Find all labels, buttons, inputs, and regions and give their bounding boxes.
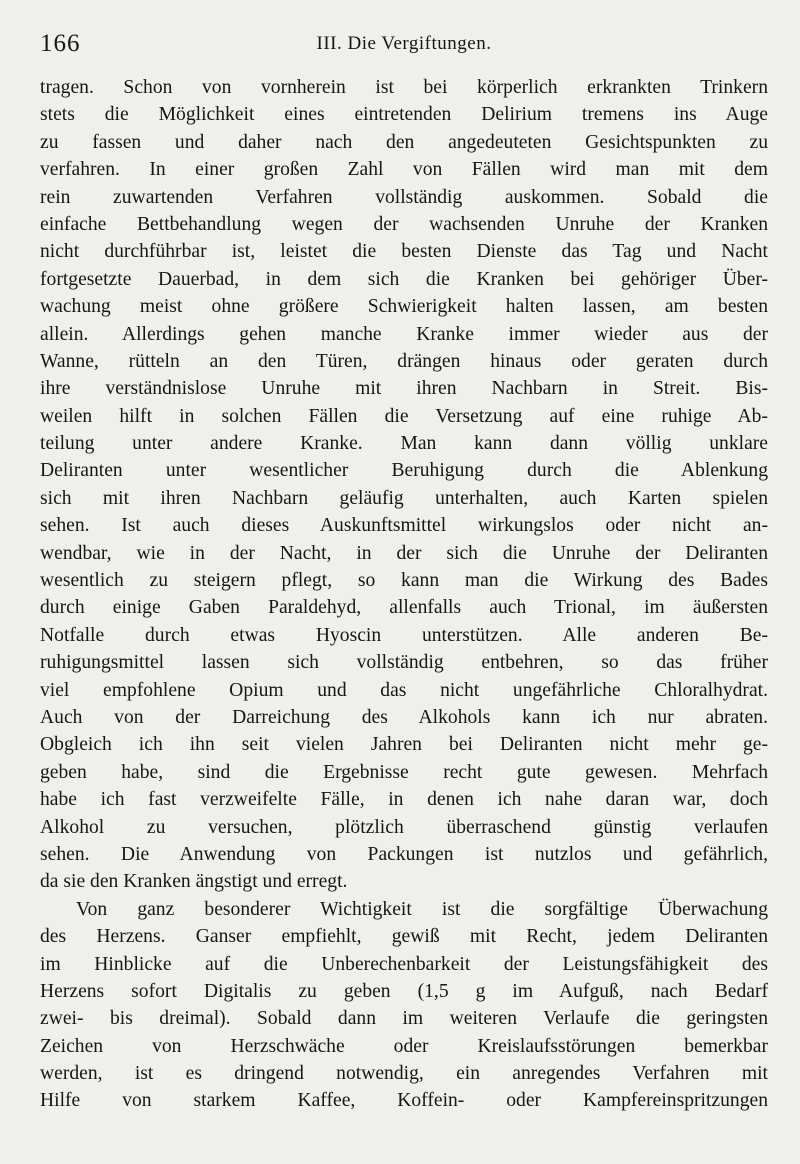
text-line: ihre verständnislose Unruhe mit ihren Nachbarn in Streit. Bis- xyxy=(40,378,768,400)
text-line: fortgesetzte Dauerbad, in dem sich die Kranken bei gehöriger Über- xyxy=(40,268,768,290)
text-line: wesentlich zu steigern pflegt, so kann man die Wirkung des Bades xyxy=(40,570,768,592)
text-line: Zeichen von Herzschwäche oder Kreislaufsstörungen bemerkbar xyxy=(40,1035,768,1057)
text-line: Von ganz besonderer Wichtigkeit ist die sorgfältige Überwachung xyxy=(76,898,768,920)
page-number: 166 xyxy=(40,30,81,57)
text-line: Auch von der Darreichung des Alkohols kann ich nur abraten. xyxy=(40,706,768,728)
text-line: Obgleich ich ihn seit vielen Jahren bei Deliranten nicht mehr ge- xyxy=(40,734,768,756)
text-line: stets die Möglichkeit eines eintretenden Delirium tremens ins Auge xyxy=(40,104,768,126)
text-line: wachung meist ohne größere Schwierigkeit halten lassen, am besten xyxy=(40,296,768,318)
text-line: tragen. Schon von vornherein ist bei körperlich erkrankten Trinkern xyxy=(40,77,768,98)
text-line: nicht durchführbar ist, leistet die besten Dienste das Tag und Nacht xyxy=(40,241,768,263)
text-line: geben habe, sind die Ergebnisse recht gute gewesen. Mehrfach xyxy=(40,761,768,783)
text-line: Wanne, rütteln an den Türen, drängen hinaus oder geraten durch xyxy=(40,350,768,372)
text-line: rein zuwartenden Verfahren vollständig auskommen. Sobald die xyxy=(40,186,768,208)
text-line: sehen. Die Anwendung von Packungen ist nutzlos und gefährlich, xyxy=(40,843,768,865)
paragraph-2 xyxy=(40,896,768,1115)
running-head: III. Die Vergiftungen. xyxy=(316,33,492,54)
text-line: da sie den Kranken ängstigt und erregt. xyxy=(40,871,348,893)
body-text xyxy=(40,74,768,1115)
paragraph-1 xyxy=(40,74,768,896)
text-line: Hilfe von starkem Kaffee, Koffein- oder Kampfereinspritzungen xyxy=(40,1090,768,1112)
text-line: sehen. Ist auch dieses Auskunftsmittel wirkungslos oder nicht an- xyxy=(40,515,768,537)
text-line: sich mit ihren Nachbarn geläufig unterhalten, auch Karten spielen xyxy=(40,487,768,509)
text-line: teilung unter andere Kranke. Man kann dann völlig unklare xyxy=(40,433,768,455)
text-line: wendbar, wie in der Nacht, in der sich die Unruhe der Deliranten xyxy=(40,542,768,564)
text-line: ruhigungsmittel lassen sich vollständig entbehren, so das früher xyxy=(40,652,768,674)
page-header xyxy=(40,30,768,62)
text-line: allein. Allerdings gehen manche Kranke immer wieder aus der xyxy=(40,323,768,345)
text-line: werden, ist es dringend notwendig, ein anregendes Verfahren mit xyxy=(40,1063,768,1085)
text-line: habe ich fast verzweifelte Fälle, in denen ich nahe daran war, doch xyxy=(40,789,768,811)
text-line: zu fassen und daher nach den angedeuteten Gesichtspunkten zu xyxy=(40,131,768,153)
text-line: verfahren. In einer großen Zahl von Fällen wird man mit dem xyxy=(40,159,768,181)
text-line: einfache Bettbehandlung wegen der wachsenden Unruhe der Kranken xyxy=(40,213,768,235)
text-line: weilen hilft in solchen Fällen die Versetzung auf eine ruhige Ab- xyxy=(40,405,768,427)
text-line: Alkohol zu versuchen, plötzlich überraschend günstig verlaufen xyxy=(40,816,768,838)
text-line: Notfalle durch etwas Hyoscin unterstützen. Alle anderen Be- xyxy=(40,624,768,646)
text-line: durch einige Gaben Paraldehyd, allenfalls auch Trional, im äußersten xyxy=(40,597,768,619)
text-line: Deliranten unter wesentlicher Beruhigung durch die Ablenkung xyxy=(40,460,768,482)
text-line: des Herzens. Ganser empfiehlt, gewiß mit Recht, jedem Deliranten xyxy=(40,926,768,948)
text-line: im Hinblicke auf die Unberechenbarkeit der Leistungsfähigkeit des xyxy=(40,953,768,975)
text-line: zwei- bis dreimal). Sobald dann im weiteren Verlaufe die geringsten xyxy=(40,1008,768,1030)
text-line: Herzens sofort Digitalis zu geben (1,5 g im Aufguß, nach Bedarf xyxy=(40,980,768,1002)
text-line: viel empfohlene Opium und das nicht ungefährliche Chloralhydrat. xyxy=(40,679,768,701)
